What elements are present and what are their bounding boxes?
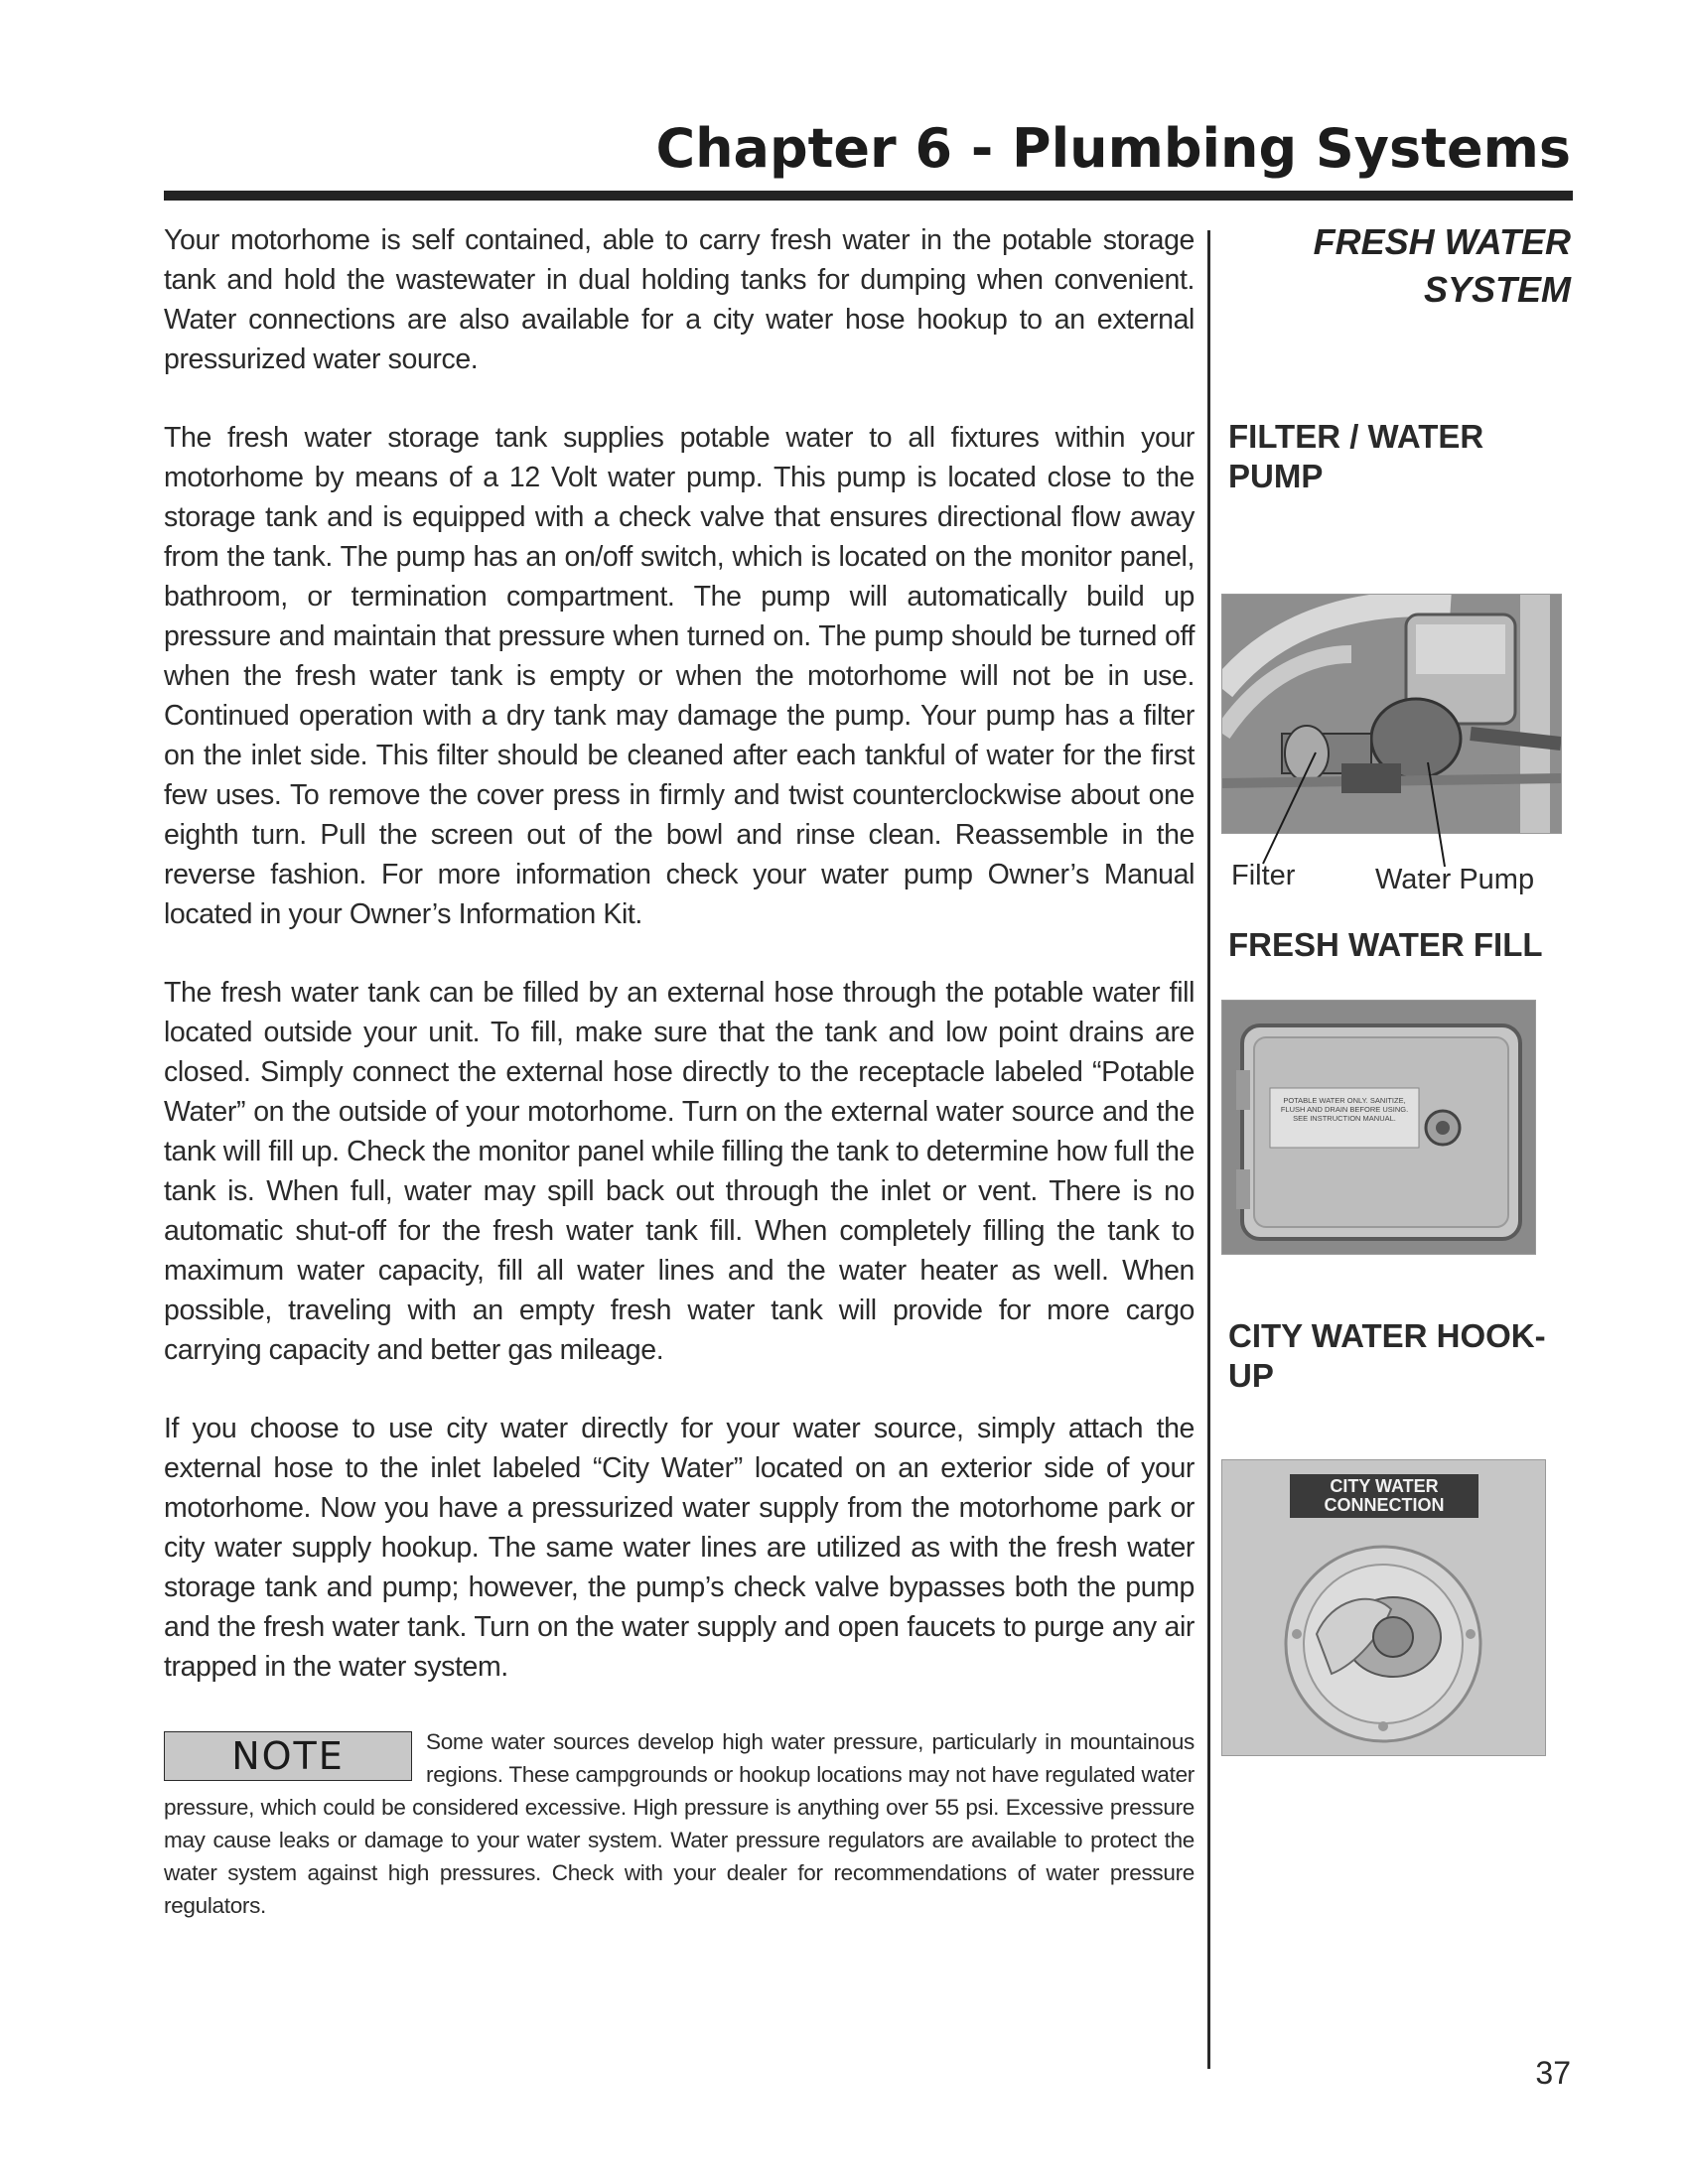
column-divider [1207,230,1210,2069]
note-label: NOTE [164,1731,412,1781]
fresh-water-fill-heading: FRESH WATER FILL [1228,926,1543,963]
water-pump-paragraph: The fresh water storage tank supplies potable water to all fixtures within your motorhome by means of a 12 Volt water pump. This pump is located close to the storage tank and is equipped with a check valve that ensures directional flow away from the tank. The pump has an on/off switch, which is located on the monitor panel, bathroom, or termination compartment. The pump will automatically build up pressure and maintain that pressure when turned on. The pump should be turned off when the fresh water tank is empty or when the motorhome will not be in use. Continued operation with a dry tank may damage the pump. Your pump has a filter on the inlet side. This filter should be cleaned after each tankful of water for the first few uses. To remove the cover press in firmly and twist counterclockwise about one eighth turn. Pull the screen out of the bowl and rinse clean. Reassemble in the reverse fashion. For more information check your water pump Owner’s Manual located in your Owner’s Information Kit. [164,422,1195,930]
note-text: Some water sources develop high water pressure, particularly in mountainous regions. These campgrounds or hookup locations may not have regulated water pressure, which could be considered excessive. High pressure is anything over 55 psi. Excessive pressure may cause leaks or damage to your water system. Water pressure regulators are available to protect the water system against high pressures. Check with your dealer for recommendations of water pressure regulators. [164,1729,1195,1918]
city-water-connection-photo [1221,1459,1546,1756]
city-water-hookup-heading: CITY WATER HOOK-UP [1228,1317,1546,1394]
callout-lines [1221,594,1560,882]
filter-caption: Filter [1231,860,1296,891]
fresh-water-fill-photo [1221,1000,1536,1255]
city-sign-line2: CONNECTION [1324,1495,1445,1515]
fresh-water-fill-paragraph: The fresh water tank can be filled by an external hose through the potable water fill located outside your unit. To fill, make sure that the tank and low point drains are closed. Simply connect the external hose directly to the receptacle labeled “Potable Water” on the outside of your motorhome. Turn on the external water source and the tank will fill up. Check the monitor panel while filling the tank to determine how full the tank is. When full, water may spill back out through the inlet or vent. There is no automatic shut-off for the fresh water tank fill. When completely filling the tank to maximum water capacity, fill all water lines and the water heater as well. When possible, traveling with an empty fresh water tank will provide for more cargo carrying capacity and better gas mileage. [164,977,1195,1366]
main-text-column [164,220,1195,1922]
intro-paragraph: Your motorhome is self contained, able to carry fresh water in the potable storage tank and hold the wastewater in dual holding tanks for dumping when convenient. Water connections are also available for a city water hose hookup to an external pressurized water source. [164,224,1195,375]
note-block [164,1725,1195,1922]
filter-water-pump-heading: FILTER / WATER PUMP [1228,418,1484,494]
page-number: 37 [1535,2055,1571,2091]
water-pump-caption: Water Pump [1375,864,1535,895]
fresh-water-system-heading: FRESH WATER SYSTEM [1313,221,1571,310]
city-sign-line1: CITY WATER [1330,1476,1439,1496]
chapter-title: Chapter 6 - Plumbing Systems [655,117,1571,180]
fill-door-label: POTABLE WATER ONLY. SANITIZE, FLUSH AND DRAIN BEFORE USING. SEE INSTRUCTION MANUAL. [1280,1096,1409,1123]
city-water-sign [1290,1474,1478,1518]
title-divider [164,191,1573,201]
city-water-paragraph: If you choose to use city water directly for your water source, simply attach the external hose to the inlet labeled “City Water” located on an exterior side of your motorhome. Now you have a pressurized water supply from the motorhome park or city water supply hookup. The same water lines are utilized as with the fresh water storage tank and pump; however, the pump’s check valve bypasses both the pump and the fresh water tank. Turn on the water supply and open faucets to purge any air trapped in the water system. [164,1413,1195,1683]
